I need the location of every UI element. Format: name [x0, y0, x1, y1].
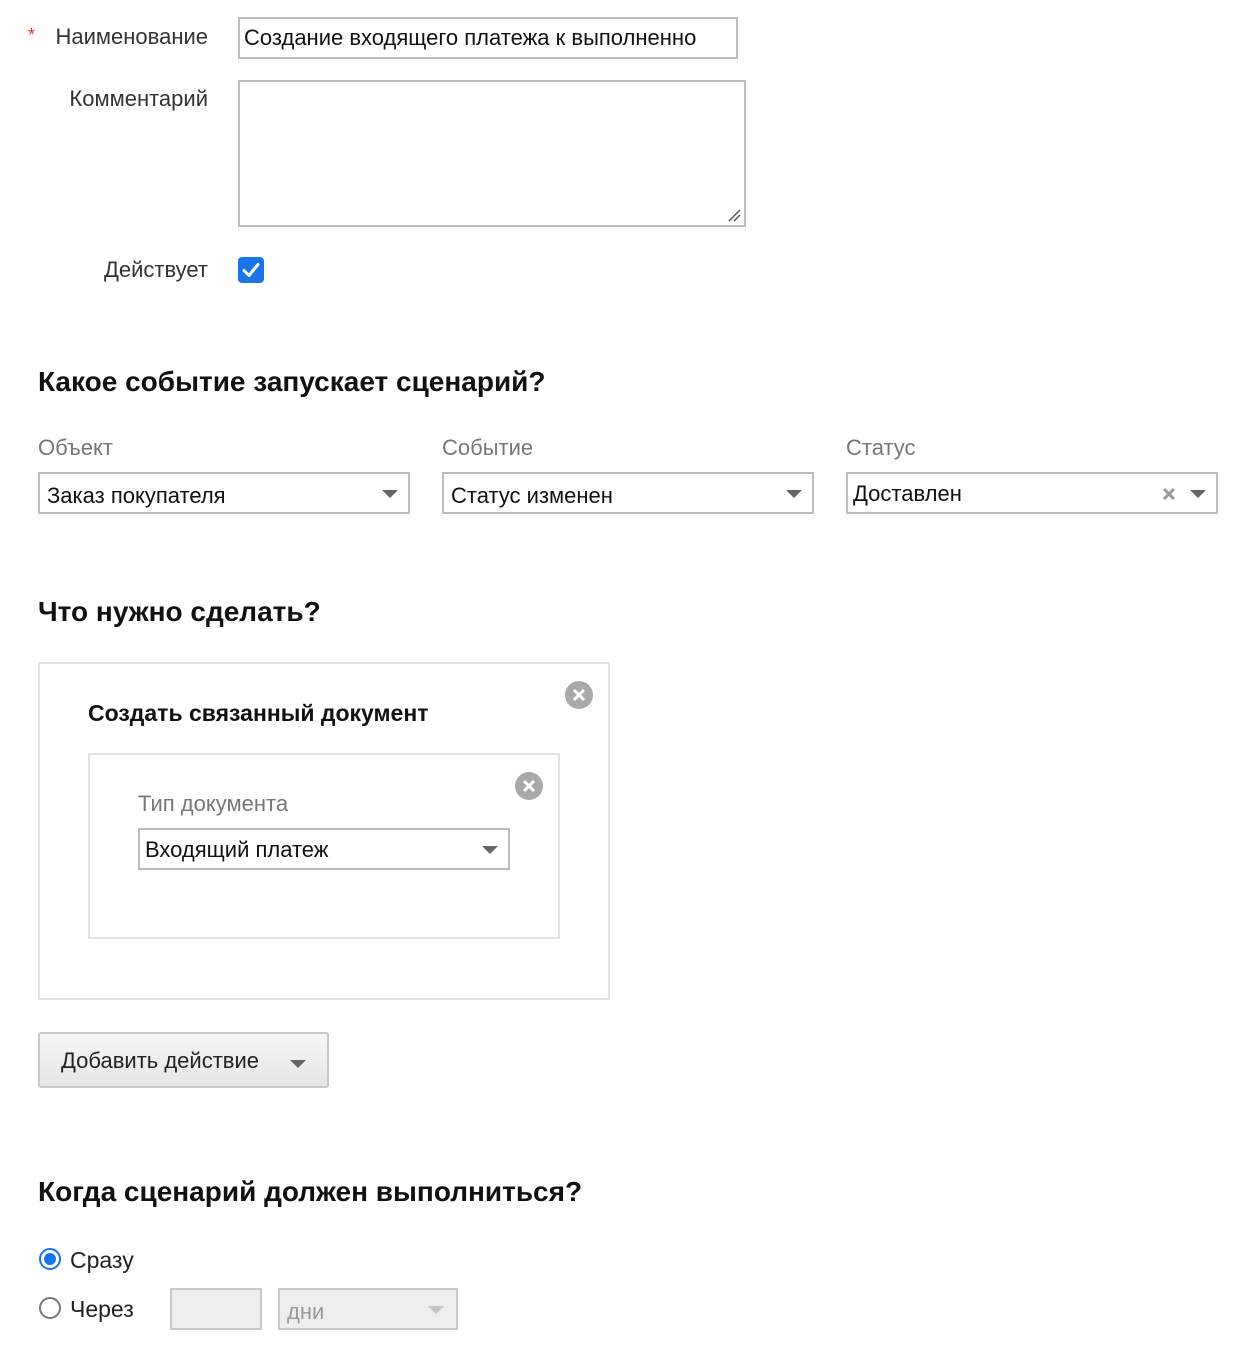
- chevron-down-icon: [290, 1060, 306, 1068]
- schedule-heading: Когда сценарий должен выполниться?: [38, 1176, 583, 1207]
- name-label: Наименование: [55, 24, 208, 49]
- object-caption: Объект: [38, 435, 113, 460]
- event-select[interactable]: [442, 472, 814, 514]
- required-mark: *: [28, 25, 36, 45]
- clear-icon[interactable]: [1162, 487, 1176, 501]
- chevron-down-icon: [428, 1306, 444, 1314]
- resize-grip-icon[interactable]: [727, 208, 741, 222]
- remove-action-icon[interactable]: [565, 681, 593, 709]
- event-value: Статус изменен: [451, 483, 613, 508]
- chevron-down-icon: [382, 490, 398, 498]
- unit-value: дни: [287, 1299, 325, 1324]
- immediately-radio[interactable]: [39, 1248, 61, 1270]
- after-amount-input[interactable]: [170, 1288, 262, 1330]
- unit-select[interactable]: [278, 1288, 458, 1330]
- chevron-down-icon: [482, 846, 498, 854]
- status-value: Доставлен: [853, 481, 962, 506]
- active-checkbox[interactable]: [238, 257, 264, 283]
- action-title: Создать связанный документ: [88, 700, 429, 726]
- chevron-down-icon: [1190, 490, 1206, 498]
- doc-type-select[interactable]: [138, 828, 510, 870]
- status-select[interactable]: [846, 472, 1218, 514]
- add-action-button[interactable]: [38, 1032, 329, 1088]
- actions-heading: Что нужно сделать?: [38, 596, 321, 627]
- immediately-label[interactable]: Сразу: [70, 1247, 134, 1273]
- after-radio[interactable]: [39, 1297, 61, 1319]
- remove-param-icon[interactable]: [515, 772, 543, 800]
- comment-label: Комментарий: [69, 86, 208, 111]
- doc-type-value: Входящий платеж: [145, 837, 329, 862]
- add-action-label: Добавить действие: [61, 1048, 259, 1073]
- status-caption: Статус: [846, 435, 916, 460]
- name-input[interactable]: Создание входящего платежа к выполненно: [238, 17, 738, 59]
- active-label: Действует: [103, 257, 208, 282]
- object-value: Заказ покупателя: [47, 483, 226, 508]
- object-select[interactable]: [38, 472, 410, 514]
- document-type-panel: [88, 753, 560, 939]
- chevron-down-icon: [786, 490, 802, 498]
- comment-textarea[interactable]: [238, 80, 746, 227]
- action-panel: [38, 662, 610, 1000]
- checkmark-icon: [238, 257, 264, 283]
- after-label[interactable]: Через: [70, 1296, 134, 1322]
- doc-type-caption: Тип документа: [138, 791, 289, 816]
- trigger-heading: Какое событие запускает сценарий?: [38, 366, 546, 397]
- event-caption: Событие: [442, 435, 534, 460]
